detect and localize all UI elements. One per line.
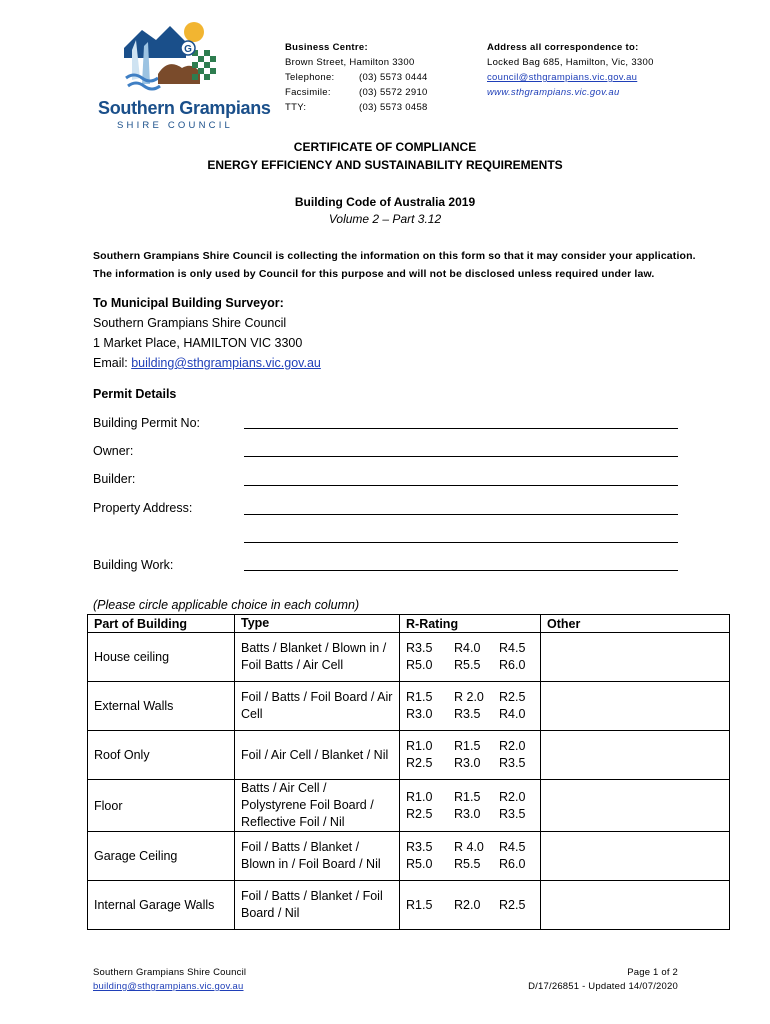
building-work-label: Building Work: bbox=[93, 558, 174, 572]
council-website-link[interactable]: www.sthgrampians.vic.gov.au bbox=[487, 87, 620, 98]
recipient-email: Email: building@sthgrampians.vic.gov.au bbox=[93, 356, 321, 370]
insulation-table bbox=[87, 614, 730, 930]
correspondence-address: Locked Bag 685, Hamilton, Vic, 3300 bbox=[487, 57, 654, 68]
permit-details-heading: Permit Details bbox=[93, 387, 177, 401]
table-row: Roof Only Foil / Air Cell / Blanket / Nil R1.0 R1.5 R2.0 R2.5 R3.0 R3.5 bbox=[88, 731, 730, 780]
certificate-title: CERTIFICATE OF COMPLIANCE bbox=[293, 140, 477, 154]
table-row: Garage Ceiling Foil / Batts / Blanket / Blown in / Foil Board / Nil R3.5 R 4.0 R4.5 R5.0 R5.5 R6.0 bbox=[88, 832, 730, 881]
building-code: Building Code of Australia 2019 bbox=[294, 195, 476, 209]
builder-field[interactable] bbox=[244, 485, 678, 486]
table-row: Floor Batts / Air Cell / Polystyrene Foil Board / Reflective Foil / Nil R1.0 R1.5 R2.0 R2.5 R3.0 R3.5 bbox=[88, 780, 730, 832]
council-logo-icon bbox=[122, 18, 232, 98]
table-row: Internal Garage Walls Foil / Batts / Blanket / Foil Board / Nil R1.5 R2.0 R2.5 bbox=[88, 881, 730, 930]
other-cell[interactable] bbox=[541, 633, 730, 682]
other-cell[interactable] bbox=[541, 731, 730, 780]
contact-row: TTY: (03) 5573 0458 bbox=[285, 102, 428, 113]
property-address-field-2[interactable] bbox=[244, 542, 678, 543]
footer-left bbox=[93, 966, 246, 994]
council-logo bbox=[92, 18, 271, 133]
correspondence-block bbox=[487, 40, 654, 100]
council-email-link[interactable]: council@sthgrampians.vic.gov.au bbox=[487, 72, 638, 83]
other-cell[interactable] bbox=[541, 682, 730, 731]
recipient-heading: To Municipal Building Surveyor: bbox=[93, 296, 284, 310]
owner-label: Owner: bbox=[93, 444, 134, 458]
header-type: Type bbox=[235, 615, 400, 633]
logo-subtitle: SHIRE COUNCIL bbox=[117, 120, 234, 131]
privacy-notice: Southern Grampians Shire Council is collecting the information on this form so that it may consider your application. The information is only used by Council for this purpose and will not be disclosed unless required under law. bbox=[93, 250, 696, 280]
svg-text:G: G bbox=[184, 44, 192, 55]
other-cell[interactable] bbox=[541, 780, 730, 832]
footer-email-link[interactable]: building@sthgrampians.vic.gov.au bbox=[93, 981, 244, 992]
permit-no-label: Building Permit No: bbox=[93, 416, 200, 430]
header-part: Part of Building bbox=[88, 615, 235, 633]
footer-right bbox=[528, 966, 678, 994]
contact-row: Telephone: (03) 5573 0444 bbox=[285, 72, 428, 83]
business-centre-heading: Business Centre: bbox=[285, 42, 368, 53]
correspondence-heading: Address all correspondence to: bbox=[487, 42, 639, 53]
building-code-volume: Volume 2 – Part 3.12 bbox=[328, 212, 442, 226]
building-work-field[interactable] bbox=[244, 570, 678, 571]
business-centre-street: Brown Street, Hamilton 3300 bbox=[285, 57, 415, 68]
table-header-row bbox=[88, 615, 730, 633]
table-row: External Walls Foil / Batts / Foil Board / Air Cell R1.5 R 2.0 R2.5 R3.0 R3.5 R4.0 bbox=[88, 682, 730, 731]
recipient-line: 1 Market Place, HAMILTON VIC 3300 bbox=[93, 336, 303, 350]
other-cell[interactable] bbox=[541, 881, 730, 930]
recipient-line: Southern Grampians Shire Council bbox=[93, 316, 287, 330]
certificate-subtitle: ENERGY EFFICIENCY AND SUSTAINABILITY REQUIREMENTS bbox=[207, 158, 563, 172]
property-address-label: Property Address: bbox=[93, 501, 193, 515]
builder-label: Builder: bbox=[93, 472, 136, 486]
page-number: Page 1 of 2 bbox=[627, 967, 678, 978]
logo-name: Southern Grampians bbox=[98, 98, 271, 118]
other-cell[interactable] bbox=[541, 832, 730, 881]
footer-org: Southern Grampians Shire Council bbox=[93, 967, 247, 978]
header-r-rating: R-Rating bbox=[400, 615, 541, 633]
document-reference: D/17/26851 - Updated 14/07/2020 bbox=[528, 981, 678, 992]
property-address-field[interactable] bbox=[244, 514, 678, 515]
building-email-link[interactable]: building@sthgrampians.vic.gov.au bbox=[131, 356, 321, 370]
owner-field[interactable] bbox=[244, 456, 678, 457]
contact-row: Facsimile: (03) 5572 2910 bbox=[285, 87, 428, 98]
header-other: Other bbox=[541, 615, 730, 633]
permit-no-field[interactable] bbox=[244, 428, 678, 429]
business-centre-block bbox=[285, 40, 428, 115]
table-row: House ceiling Batts / Blanket / Blown in / Foil Batts / Air Cell R3.5 R4.0 R4.5 R5.0 R5.5 R6.0 bbox=[88, 633, 730, 682]
circle-instruction: (Please circle applicable choice in each column) bbox=[93, 598, 360, 612]
